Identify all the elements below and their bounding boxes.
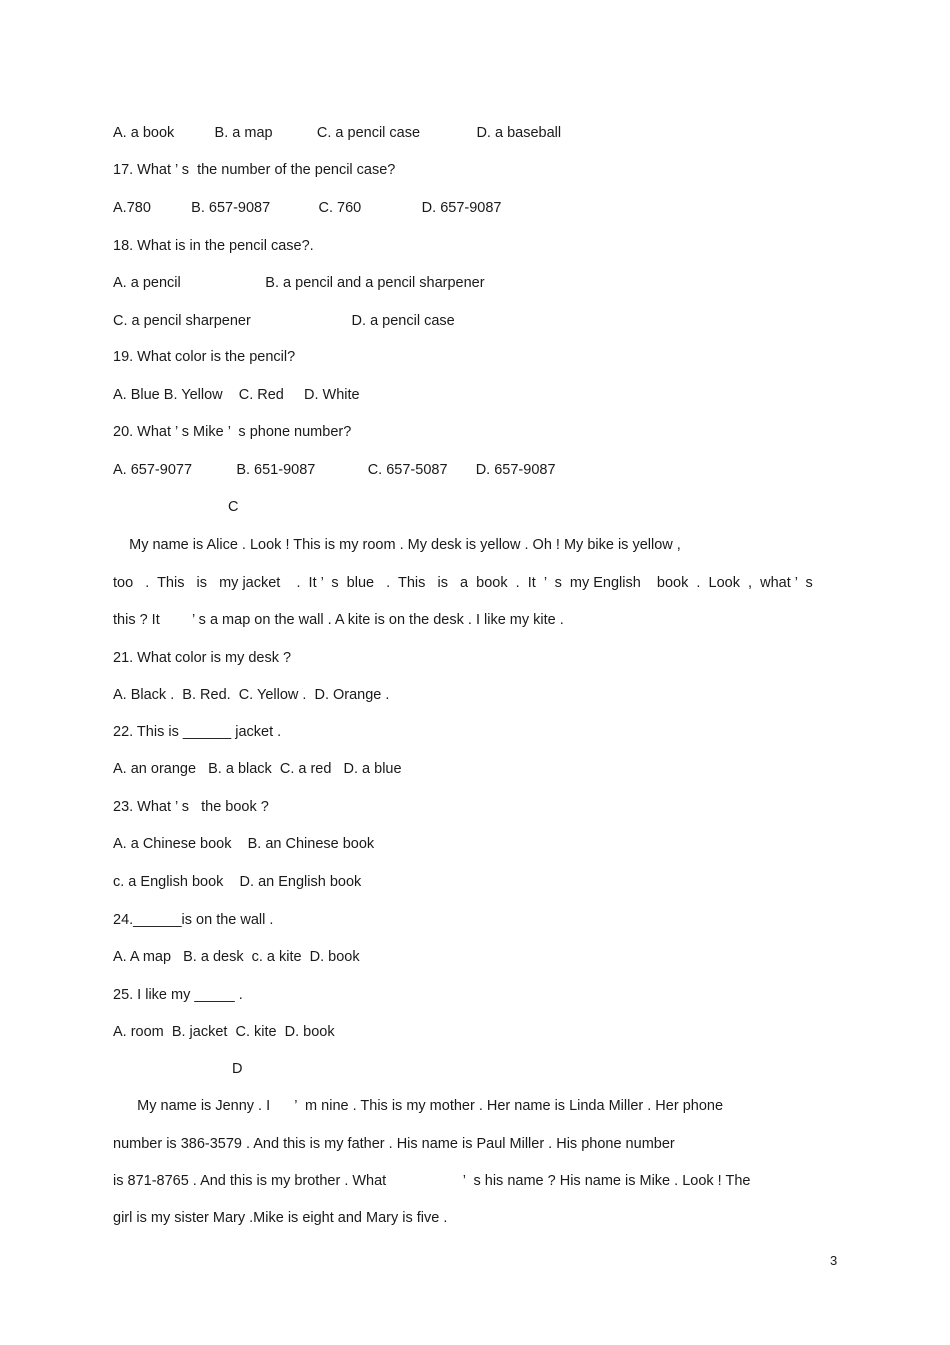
options-21: A. Black . B. Red. C. Yellow . D. Orange . [113, 687, 390, 703]
options-17: A.780 B. 657-9087 C. 760 D. 657-9087 [113, 200, 502, 216]
section-d-heading: D [232, 1061, 243, 1077]
line-1: A. a book B. a map C. a pencil case D. a baseball [113, 125, 562, 141]
options-22: A. an orange B. a black C. a red D. a blue [113, 761, 402, 777]
options-25: A. room B. jacket C. kite D. book [113, 1024, 335, 1040]
page-number: 3 [830, 1253, 838, 1268]
options-24: A. A map B. a desk c. a kite D. book [113, 949, 360, 965]
passage-c-line-1: My name is Alice . Look ! This is my room . My desk is yellow . Oh ! My bike is yellow , [113, 537, 681, 553]
question-23: 23. What ’ s the book ? [113, 799, 269, 815]
options-18a: A. a pencil B. a pencil and a pencil sharpener [113, 275, 485, 291]
section-c-heading: C [228, 499, 239, 515]
passage-c-line-2: too . This is my jacket . It ’ s blue . This is a book . It ’ s my English book . Look , what ’ s [113, 575, 813, 591]
passage-c-line-3: this ? It ’ s a map on the wall . A kite is on the desk . I like my kite . [113, 612, 564, 628]
question-21: 21. What color is my desk ? [113, 650, 292, 666]
question-25: 25. I like my _____ . [113, 987, 243, 1003]
question-24: 24.______is on the wall . [113, 912, 274, 928]
passage-d-line-4: girl is my sister Mary .Mike is eight and Mary is five . [113, 1210, 448, 1226]
passage-d-line-3: is 871-8765 . And this is my brother . What ’ s his name ? His name is Mike . Look ! The [113, 1173, 751, 1189]
options-18b: C. a pencil sharpener D. a pencil case [113, 313, 455, 329]
passage-d-line-2: number is 386-3579 . And this is my father . His name is Paul Miller . His phone number [113, 1136, 675, 1152]
question-17: 17. What ’ s the number of the pencil case? [113, 162, 396, 178]
question-22: 22. This is ______ jacket . [113, 724, 282, 740]
options-23b: c. a English book D. an English book [113, 874, 362, 890]
options-23a: A. a Chinese book B. an Chinese book [113, 836, 375, 852]
options-20: A. 657-9077 B. 651-9087 C. 657-5087 D. 657-9087 [113, 462, 556, 478]
passage-d-line-1: My name is Jenny . I ’ m nine . This is my mother . Her name is Linda Miller . Her phone [113, 1098, 724, 1114]
question-18: 18. What is in the pencil case?. [113, 238, 314, 254]
options-19: A. Blue B. Yellow C. Red D. White [113, 387, 360, 403]
question-20: 20. What ’ s Mike ’ s phone number? [113, 424, 352, 440]
question-19: 19. What color is the pencil? [113, 349, 296, 365]
